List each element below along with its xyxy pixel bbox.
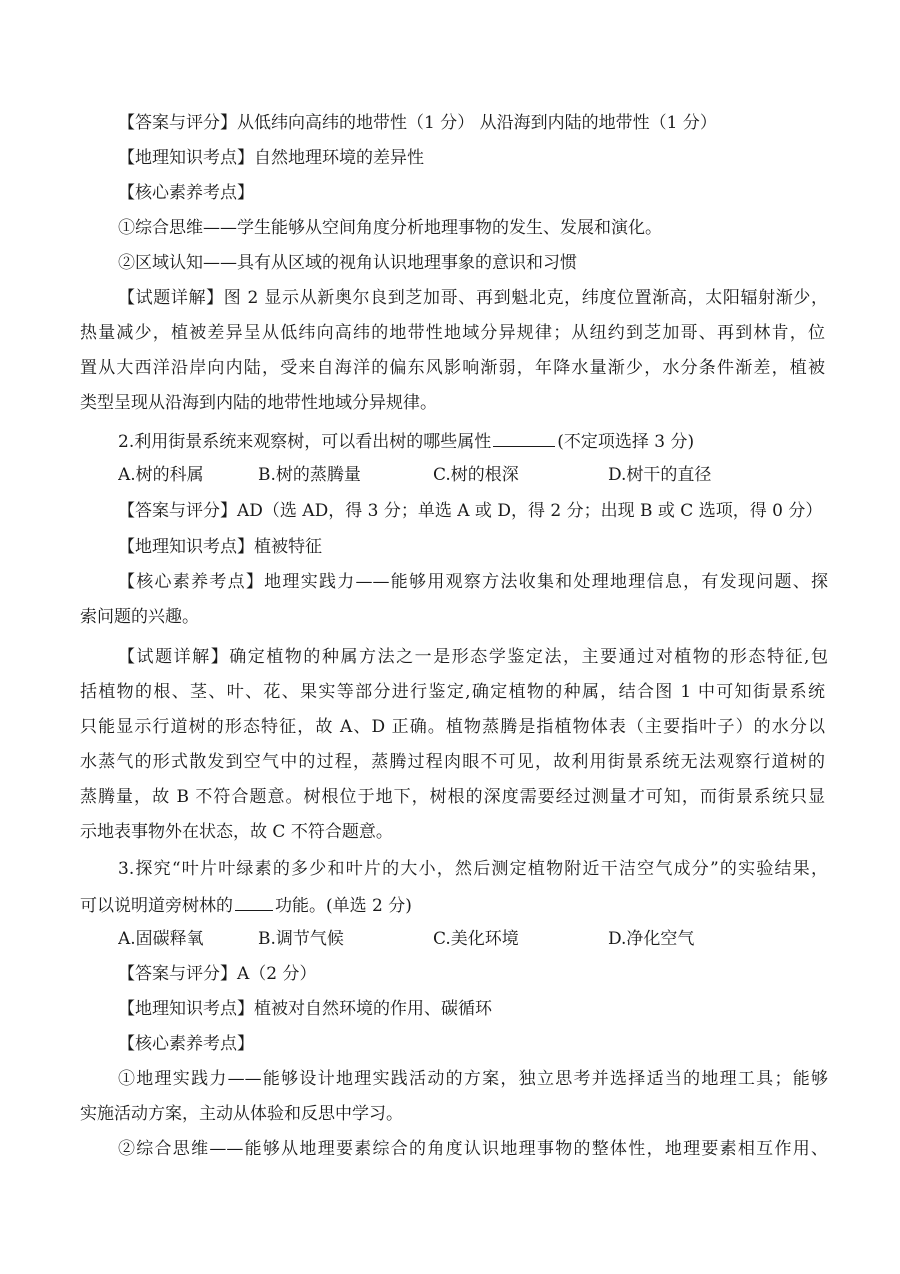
core-literacy-3a-line-1: ①地理实践力——能够设计地理实践活动的方案，独立思考并选择适当的地理工具；能够 [118, 1069, 828, 1089]
question-2-stem-note: (不定项选择 3 分) [557, 432, 695, 452]
core-literacy-2-line-2: 索问题的兴趣。 [80, 607, 199, 627]
explanation-2-line-3: 只能显示行道树的形态特征，故 A、D 正确。植物蒸腾是指植物体表（主要指叶子）的水分以 [80, 717, 825, 737]
core-literacy-heading-3: 【核心素养考点】 [118, 1034, 254, 1054]
question-3-stem-line-1: 3.探究“叶片叶绿素的多少和叶片的大小，然后测定植物附近干洁空气成分”的实验结果， [118, 859, 828, 879]
question-3-stem-text: 可以说明道旁树林的 [80, 896, 233, 916]
core-literacy-heading-1: 【核心素养考点】 [118, 183, 254, 203]
explanation-1-line-3: 置从大西洋沿岸向内陆，受来自海洋的偏东风影响渐弱，年降水量渐少，水分条件渐差，植被 [80, 358, 825, 378]
explanation-1-line-1: 【试题详解】图 2 显示从新奥尔良到芝加哥、再到魁北克，纬度位置渐高，太阳辐射渐少， [118, 288, 828, 308]
option-a: A.树的科属 [118, 465, 204, 485]
core-literacy-3b: ②综合思维——能够从地理要素综合的角度认识地理事物的整体性，地理要素相互作用、 [118, 1139, 828, 1159]
option-b: B.树的蒸腾量 [258, 465, 361, 485]
answer-score-2: 【答案与评分】AD（选 AD，得 3 分；单选 A 或 D，得 2 分；出现 B 或 C 选项，得 0 分） [118, 501, 823, 521]
question-3-stem-line-2 [80, 892, 825, 918]
explanation-2-line-2: 括植物的根、茎、叶、花、果实等部分进行鉴定,确定植物的种属，结合图 1 中可知街景系统 [80, 682, 825, 702]
option-c: C.树的根深 [433, 465, 519, 485]
explanation-2-line-1: 【试题详解】确定植物的种属方法之一是形态学鉴定法，主要通过对植物的形态特征,包 [118, 647, 828, 667]
explanation-2-line-5: 蒸腾量，故 B 不符合题意。树根位于地下，树根的深度需要经过测量才可知，而街景系统只显 [80, 787, 825, 807]
option-d: D.树干的直径 [608, 465, 712, 485]
core-literacy-3a-line-2: 实施活动方案，主动从体验和反思中学习。 [80, 1104, 403, 1124]
answer-score-1: 【答案与评分】从低纬向高纬的地带性（1 分） 从沿海到内陆的地带性（1 分） [118, 113, 717, 133]
explanation-1-line-2: 热量减少，植被差异呈从低纬向高纬的地带性地域分异规律；从纽约到芝加哥、再到林肯，位 [80, 323, 825, 343]
question-2-stem [118, 428, 828, 454]
core-literacy-item-1a: ①综合思维——学生能够从空间角度分析地理事物的发生、发展和演化。 [118, 218, 662, 238]
option-b: B.调节气候 [258, 929, 344, 949]
question-2-options [118, 463, 828, 487]
option-d: D.净化空气 [608, 929, 695, 949]
explanation-1-line-4: 类型呈现从沿海到内陆的地带性地域分异规律。 [80, 393, 437, 413]
question-3-stem-note: 功能。(单选 2 分) [275, 896, 412, 916]
knowledge-point-2: 【地理知识考点】植被特征 [118, 537, 322, 557]
answer-score-3: 【答案与评分】A（2 分） [118, 964, 317, 984]
option-c: C.美化环境 [433, 929, 519, 949]
explanation-2-line-6: 示地表事物外在状态，故 C 不符合题意。 [80, 822, 393, 842]
option-a: A.固碳释氧 [118, 929, 204, 949]
knowledge-point-3: 【地理知识考点】植被对自然环境的作用、碳循环 [118, 999, 492, 1019]
core-literacy-item-1b: ②区域认知——具有从区域的视角认识地理事象的意识和习惯 [118, 253, 577, 273]
core-literacy-2-line-1: 【核心素养考点】地理实践力——能够用观察方法收集和处理地理信息，有发现问题、探 [118, 572, 828, 592]
knowledge-point-1: 【地理知识考点】自然地理环境的差异性 [118, 148, 424, 168]
explanation-2-line-4: 水蒸气的形式散发到空气中的过程，蒸腾过程肉眼不可见，故利用街景系统无法观察行道树的 [80, 752, 825, 772]
question-3-options [118, 927, 828, 951]
answer-blank [235, 892, 273, 911]
answer-blank [493, 428, 555, 447]
question-2-stem-text: 2.利用街景系统来观察树，可以看出树的哪些属性 [118, 432, 492, 452]
